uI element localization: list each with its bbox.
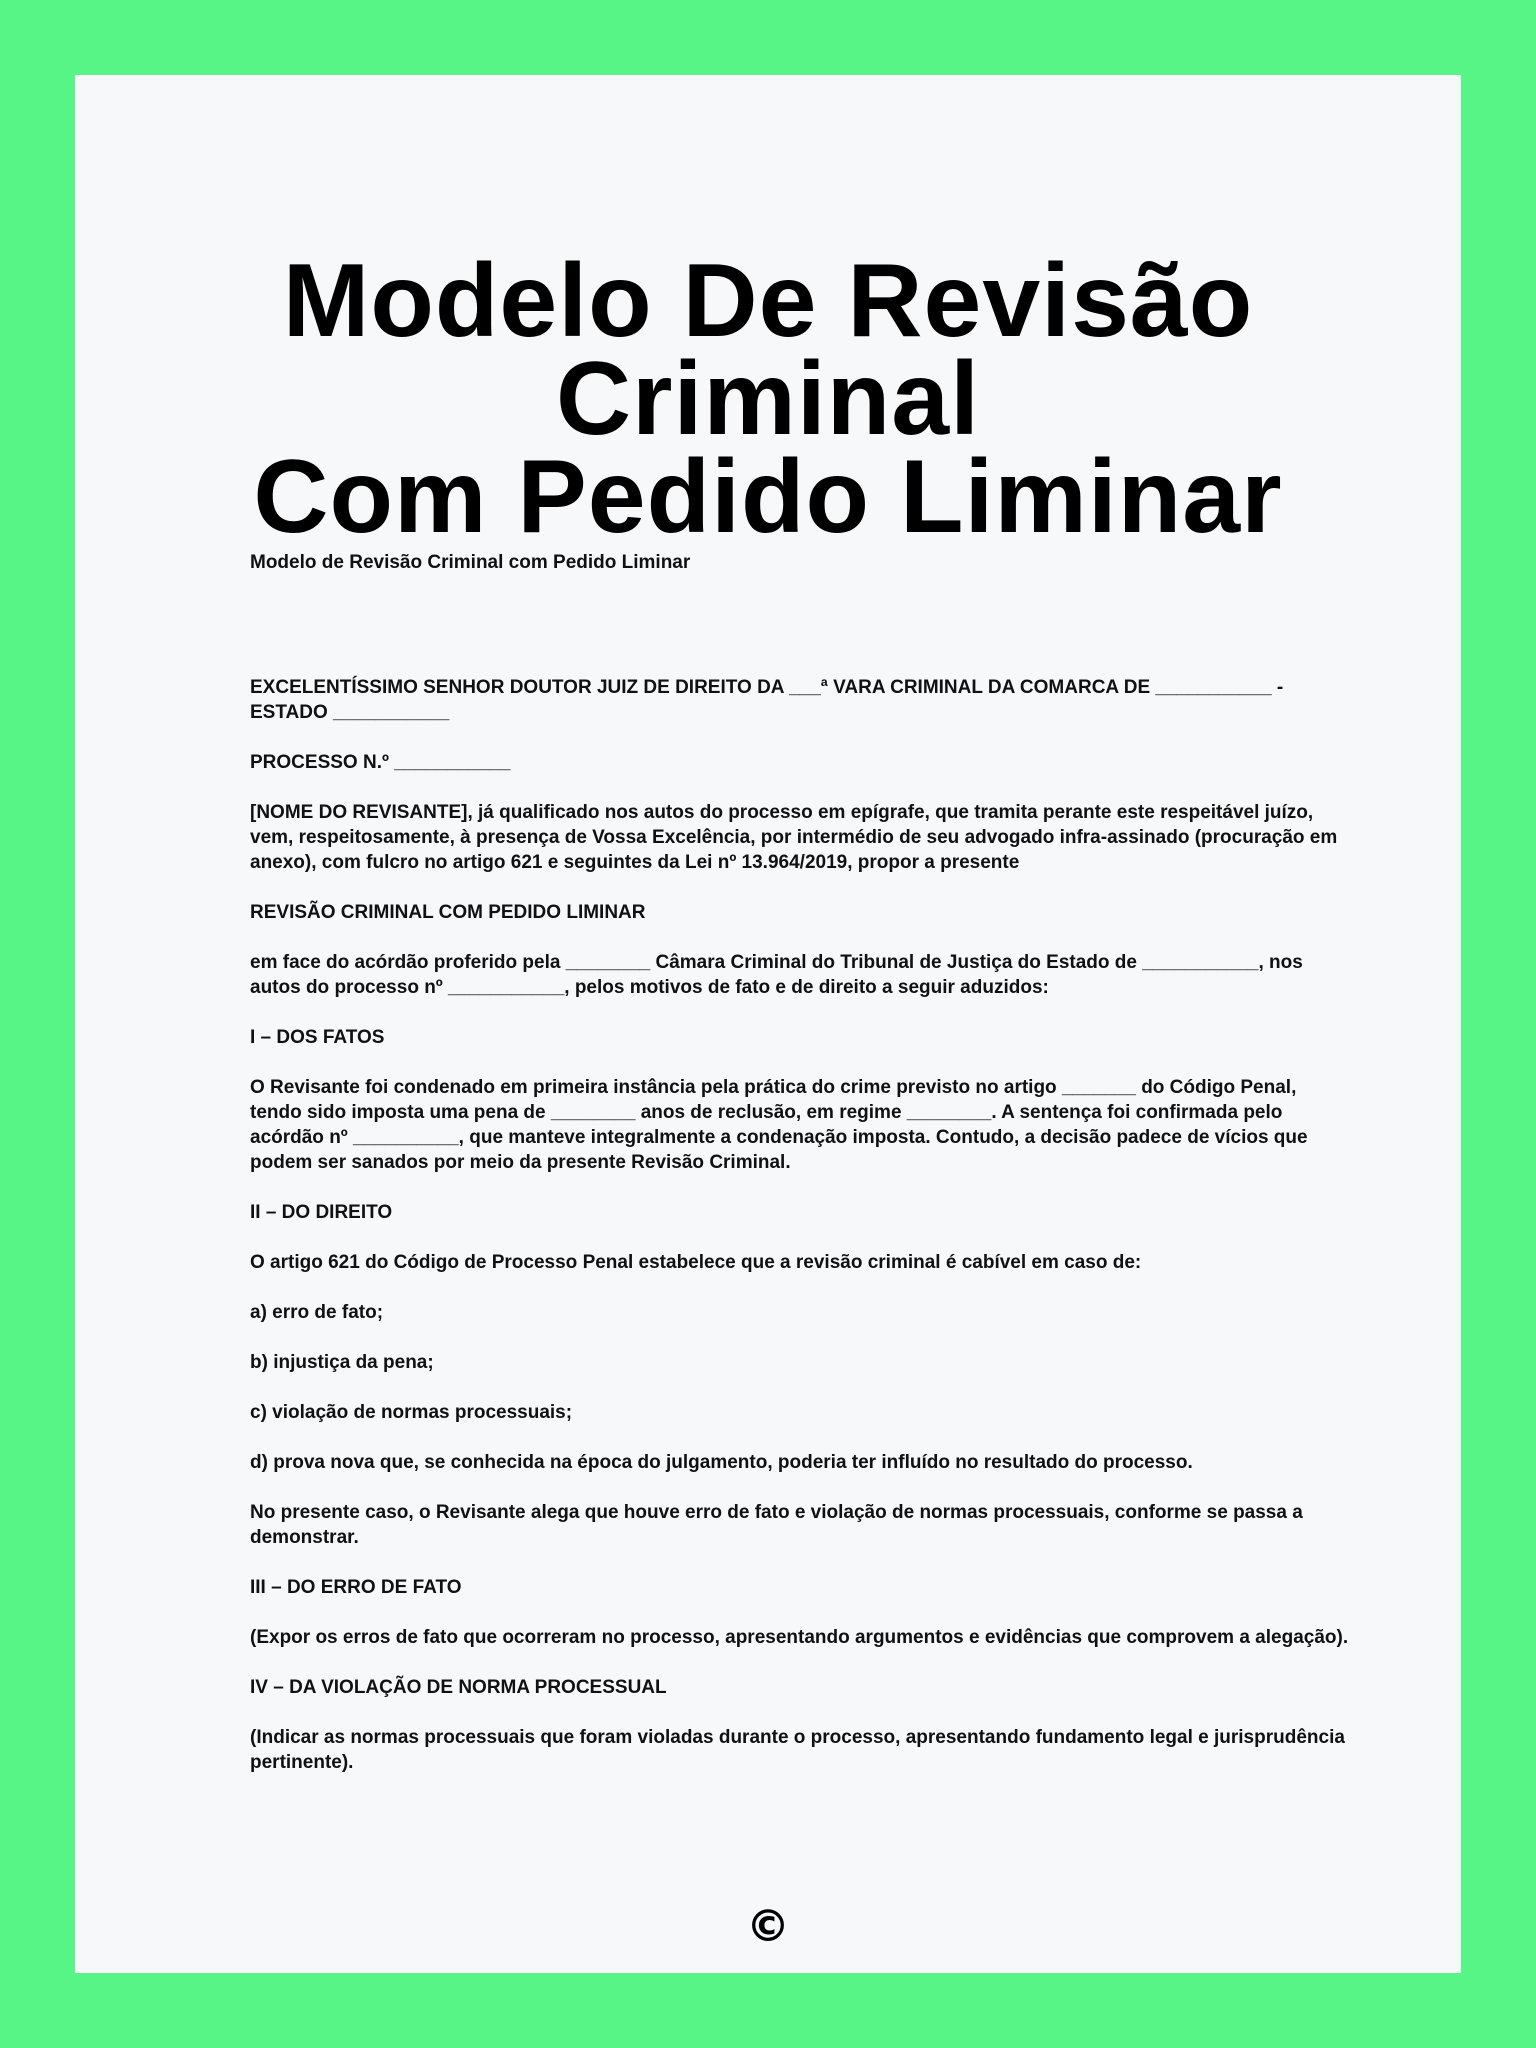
error-instructions: (Expor os erros de fato que ocorreram no processo, apresentando argumentos e evidências que comprovem a alegação). [250,1627,1349,1648]
list-item-b: b) injustiça da pena; [250,1352,434,1373]
document-sheet [75,75,1461,1973]
section-heading-law: II – DO DIREITO [250,1202,393,1223]
present-case-paragraph: No presente caso, o Revisante alega que houve erro de fato e violação de normas processuais, conforme se passa a demonstrar. [250,1502,1303,1548]
law-intro-paragraph: O artigo 621 do Código de Processo Penal estabelece que a revisão criminal é cabível em caso de: [250,1252,1142,1273]
qualification-paragraph: [NOME DO REVISANTE], já qualificado nos autos do processo em epígrafe, que tramita perante este respeitável juízo, vem, respeitosamente, à presença de Vossa Excelência, por intermédio de seu advogado infra-assinado (procuração em anexo), com fulcro no artigo 621 e seguintes da Lei nº 13.964/2019, propor a presente [250,802,1338,873]
document-body [250,550,1350,1800]
facts-paragraph: O Revisante foi condenado em primeira instância pela prática do crime previsto no artigo _______ do Código Penal, tendo sido imposta uma pena de ________ anos de reclusão, em regime ________. A sentença foi confirmada pelo acórdão nº __________, que manteve integralmente a condenação imposta. Contudo, a decisão padece de vícios que podem ser sanados por meio da presente Revisão Criminal. [250,1077,1308,1173]
list-item-d: d) prova nova que, se conhecida na época do julgamento, poderia ter influído no resultado do processo. [250,1452,1193,1473]
action-title: REVISÃO CRIMINAL COM PEDIDO LIMINAR [250,902,646,923]
list-item-a: a) erro de fato; [250,1302,384,1323]
violation-instructions: (Indicar as normas processuais que foram violadas durante o processo, apresentando fundamento legal e jurisprudência pertinente). [250,1727,1345,1773]
list-item-c: c) violação de normas processuais; [250,1402,573,1423]
section-heading-error: III – DO ERRO DE FATO [250,1577,462,1598]
page-title [75,243,1461,555]
against-paragraph: em face do acórdão proferido pela ________ Câmara Criminal do Tribunal de Justiça do Estado de ___________, nos autos do processo nº ___________, pelos motivos de fato e de direito a seguir aduzidos: [250,952,1303,998]
addressee: EXCELENTÍSSIMO SENHOR DOUTOR JUIZ DE DIREITO DA ___ª VARA CRIMINAL DA COMARCA DE ___________ - ESTADO ___________ [250,677,1284,723]
page-title-line-1: Modelo De Revisão Criminal [282,243,1254,457]
copyright-icon: © [746,1901,790,1952]
section-heading-facts: I – DOS FATOS [250,1027,385,1048]
document-subtitle: Modelo de Revisão Criminal com Pedido Liminar [250,552,691,573]
process-number: PROCESSO N.º ___________ [250,752,511,773]
page-title-line-2: Com Pedido Liminar [253,439,1283,555]
section-heading-violation: IV – DA VIOLAÇÃO DE NORMA PROCESSUAL [250,1677,667,1698]
